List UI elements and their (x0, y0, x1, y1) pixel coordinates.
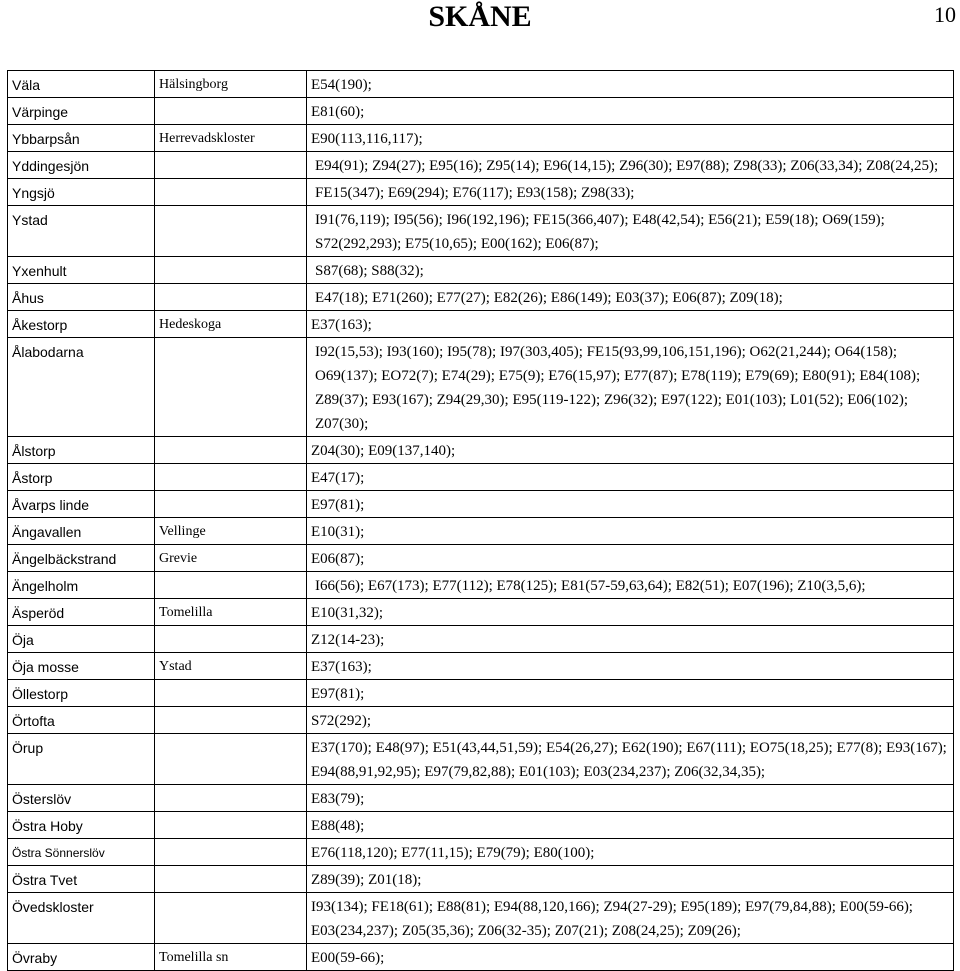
parish-name: Tomelilla sn (155, 944, 307, 971)
place-name: Ängelholm (8, 572, 155, 599)
parish-name: Ystad (155, 653, 307, 680)
parish-name (155, 179, 307, 206)
place-name: Öja (8, 626, 155, 653)
reference-list: E88(48); (307, 812, 954, 839)
parish-name (155, 206, 307, 257)
reference-list: E00(59-66); (307, 944, 954, 971)
place-name: Östra Hoby (8, 812, 155, 839)
place-name: Yxenhult (8, 257, 155, 284)
reference-list: S87(68); S88(32); (307, 257, 954, 284)
reference-list: E10(31); (307, 518, 954, 545)
place-name: Övedskloster (8, 893, 155, 944)
table-row (8, 338, 954, 437)
reference-list: E54(190); (307, 71, 954, 98)
parish-name: Vellinge (155, 518, 307, 545)
parish-name (155, 812, 307, 839)
place-name: Österslöv (8, 785, 155, 812)
place-name: Ystad (8, 206, 155, 257)
place-name: Ålstorp (8, 437, 155, 464)
reference-list: Z89(39); Z01(18); (307, 866, 954, 893)
table-row (8, 839, 954, 866)
parish-name (155, 866, 307, 893)
table-row (8, 518, 954, 545)
parish-name (155, 572, 307, 599)
place-name: Åstorp (8, 464, 155, 491)
place-name: Örtofta (8, 707, 155, 734)
page-title: SKÅNE (428, 0, 532, 33)
reference-list: S72(292); (307, 707, 954, 734)
reference-list: E90(113,116,117); (307, 125, 954, 152)
reference-list: E97(81); (307, 491, 954, 518)
table-row (8, 572, 954, 599)
reference-list: I91(76,119); I95(56); I96(192,196); FE15(366,407); E48(42,54); E56(21); E59(18); O69(159); S72(292,293); E75(10,65); E00(162); E06(87); (307, 206, 954, 257)
table-row (8, 311, 954, 338)
parish-name (155, 257, 307, 284)
place-name: Ålabodarna (8, 338, 155, 437)
table-row (8, 626, 954, 653)
place-name: Ybbarpsån (8, 125, 155, 152)
parish-name (155, 284, 307, 311)
table-row (8, 125, 954, 152)
table-row (8, 257, 954, 284)
parish-name (155, 893, 307, 944)
table-row (8, 491, 954, 518)
parish-name (155, 680, 307, 707)
table-row (8, 599, 954, 626)
place-name: Öllestorp (8, 680, 155, 707)
reference-list: E06(87); (307, 545, 954, 572)
reference-list: FE15(347); E69(294); E76(117); E93(158); Z98(33); (307, 179, 954, 206)
table-row (8, 179, 954, 206)
parish-name (155, 152, 307, 179)
reference-list: E37(170); E48(97); E51(43,44,51,59); E54(26,27); E62(190); E67(111); EO75(18,25); E77(8); E93(167); E94(88,91,92,95); E97(79,82,88); E01(103); E03(234,237); Z06(32,34,35); (307, 734, 954, 785)
table-row (8, 680, 954, 707)
place-name: Väla (8, 71, 155, 98)
reference-list: E10(31,32); (307, 599, 954, 626)
parish-name (155, 98, 307, 125)
place-index-table (7, 70, 954, 971)
reference-list: E37(163); (307, 653, 954, 680)
parish-name: Tomelilla (155, 599, 307, 626)
page-number: 10 (934, 2, 956, 27)
reference-list: Z04(30); E09(137,140); (307, 437, 954, 464)
place-name: Värpinge (8, 98, 155, 125)
table-row (8, 545, 954, 572)
parish-name (155, 734, 307, 785)
place-name: Yddingesjön (8, 152, 155, 179)
reference-list: I93(134); FE18(61); E88(81); E94(88,120,166); Z94(27-29); E95(189); E97(79,84,88); E00(59-66); E03(234,237); Z05(35,36); Z06(32-35); Z07(21); Z08(24,25); Z09(26); (307, 893, 954, 944)
table-row (8, 785, 954, 812)
table-row (8, 464, 954, 491)
parish-name (155, 707, 307, 734)
reference-list: E76(118,120); E77(11,15); E79(79); E80(100); (307, 839, 954, 866)
reference-list: E97(81); (307, 680, 954, 707)
table-row (8, 71, 954, 98)
reference-list: E47(18); E71(260); E77(27); E82(26); E86(149); E03(37); E06(87); Z09(18); (307, 284, 954, 311)
place-name: Åkestorp (8, 311, 155, 338)
table-row (8, 707, 954, 734)
table-row (8, 653, 954, 680)
table-row (8, 866, 954, 893)
place-name: Ängavallen (8, 518, 155, 545)
reference-list: E37(163); (307, 311, 954, 338)
place-name: Yngsjö (8, 179, 155, 206)
table-row (8, 206, 954, 257)
parish-name (155, 437, 307, 464)
parish-name (155, 491, 307, 518)
reference-list: E94(91); Z94(27); E95(16); Z95(14); E96(14,15); Z96(30); E97(88); Z98(33); Z06(33,34); Z08(24,25); (307, 152, 954, 179)
table-row (8, 98, 954, 125)
parish-name: Hedeskoga (155, 311, 307, 338)
table-row (8, 152, 954, 179)
reference-list: E47(17); (307, 464, 954, 491)
table-row (8, 437, 954, 464)
parish-name: Hälsingborg (155, 71, 307, 98)
place-name: Östra Sönnerslöv (8, 839, 155, 866)
reference-list: Z12(14-23); (307, 626, 954, 653)
reference-list: E83(79); (307, 785, 954, 812)
table-row (8, 284, 954, 311)
place-name: Örup (8, 734, 155, 785)
parish-name (155, 464, 307, 491)
reference-list: I66(56); E67(173); E77(112); E78(125); E81(57-59,63,64); E82(51); E07(196); Z10(3,5,6); (307, 572, 954, 599)
parish-name: Herrevadskloster (155, 125, 307, 152)
table-row (8, 893, 954, 944)
parish-name (155, 626, 307, 653)
parish-name (155, 785, 307, 812)
table-row (8, 812, 954, 839)
place-name: Ängelbäckstrand (8, 545, 155, 572)
reference-list: E81(60); (307, 98, 954, 125)
table-row (8, 944, 954, 971)
place-name: Östra Tvet (8, 866, 155, 893)
place-name: Öja mosse (8, 653, 155, 680)
reference-list: I92(15,53); I93(160); I95(78); I97(303,405); FE15(93,99,106,151,196); O62(21,244); O64(158); O69(137); EO72(7); E74(29); E75(9); E76(15,97); E77(87); E78(119); E79(69); E80(91); E84(108); Z89(37); E93(167); Z94(29,30); E95(119-122); Z96(32); E97(122); E01(103); L01(52); E06(102); Z07(30); (307, 338, 954, 437)
parish-name: Grevie (155, 545, 307, 572)
parish-name (155, 839, 307, 866)
place-name: Äsperöd (8, 599, 155, 626)
table-row (8, 734, 954, 785)
parish-name (155, 338, 307, 437)
place-name: Åhus (8, 284, 155, 311)
place-name: Åvarps linde (8, 491, 155, 518)
place-name: Övraby (8, 944, 155, 971)
